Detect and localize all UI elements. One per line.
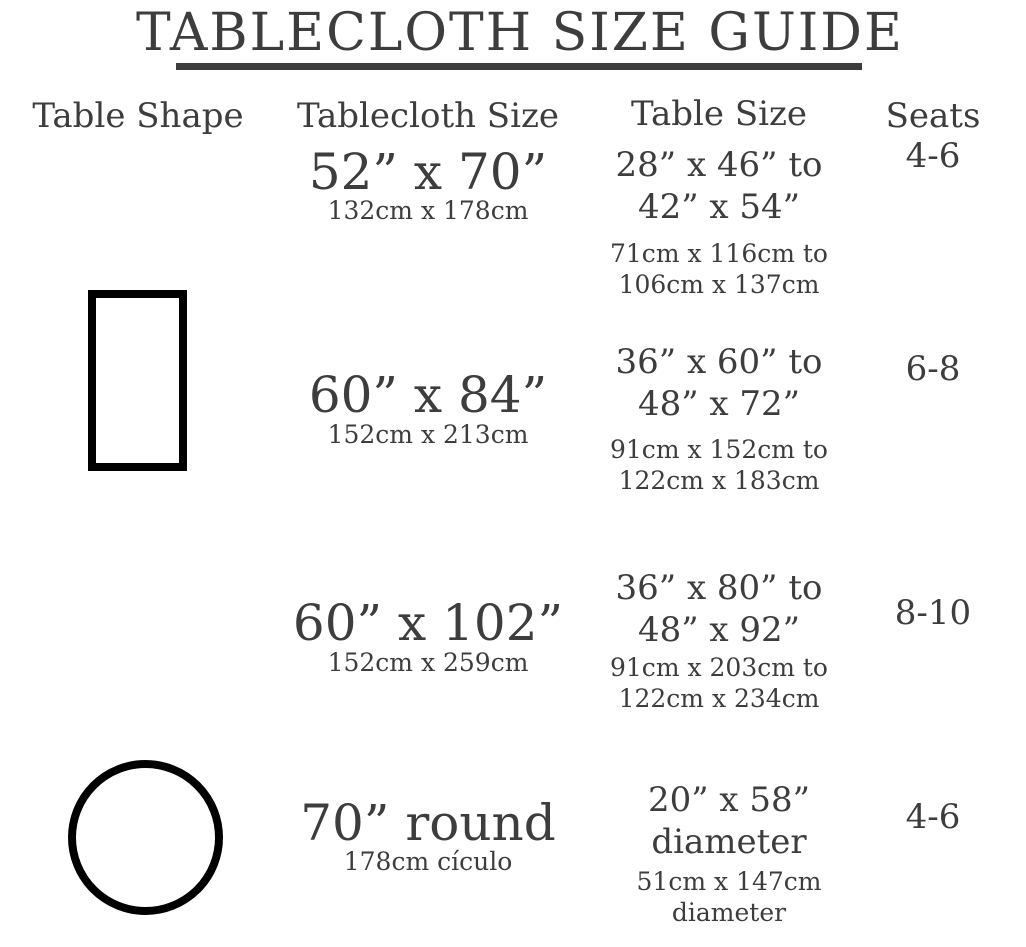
row3-tablecloth-size: 60” x 102” xyxy=(292,594,564,652)
row2-table-metric-line1: 91cm x 152cm to xyxy=(610,435,828,464)
row4-table-size-line1: 20” x 58” xyxy=(647,780,811,820)
header-tablecloth-size: Tablecloth Size xyxy=(296,96,560,136)
round-table-icon xyxy=(68,760,223,915)
row1-tablecloth-metric: 132cm x 178cm xyxy=(327,196,529,225)
row3-table-metric-line1: 91cm x 203cm to xyxy=(610,653,828,682)
row1-tablecloth-size: 52” x 70” xyxy=(308,143,548,201)
title-underline xyxy=(176,63,862,70)
row4-table-metric-line1: 51cm x 147cm xyxy=(636,867,822,896)
row1-table-metric-line2: 106cm x 137cm xyxy=(618,270,820,299)
page-title: TABLECLOTH SIZE GUIDE xyxy=(136,3,904,63)
row4-table-metric-line2: diameter xyxy=(671,898,787,927)
header-seats: Seats xyxy=(885,96,981,136)
row2-table-size-line2: 48” x 72” xyxy=(637,384,801,424)
row3-seats: 8-10 xyxy=(894,593,972,633)
row3-tablecloth-metric: 152cm x 259cm xyxy=(327,648,529,677)
row4-table-size-line2: diameter xyxy=(651,822,807,862)
header-table-size: Table Size xyxy=(630,94,808,134)
row2-tablecloth-metric: 152cm x 213cm xyxy=(327,420,529,449)
row4-seats: 4-6 xyxy=(905,797,961,837)
row2-table-metric-line2: 122cm x 183cm xyxy=(618,466,820,495)
row2-table-size-line1: 36” x 60” to xyxy=(615,342,823,382)
row1-seats: 4-6 xyxy=(905,136,961,176)
row1-table-size-line2: 42” x 54” xyxy=(637,187,801,227)
row4-tablecloth-metric: 178cm cículo xyxy=(343,847,513,876)
row3-table-metric-line2: 122cm x 234cm xyxy=(618,684,820,713)
row2-tablecloth-size: 60” x 84” xyxy=(308,366,548,424)
row2-seats: 6-8 xyxy=(905,349,961,389)
row1-table-metric-line1: 71cm x 116cm to xyxy=(610,239,828,268)
rectangle-table-icon xyxy=(88,290,187,471)
row3-table-size-line2: 48” x 92” xyxy=(637,610,801,650)
row3-table-size-line1: 36” x 80” to xyxy=(615,568,823,608)
row4-tablecloth-size: 70” round xyxy=(300,794,556,852)
row1-table-size-line1: 28” x 46” to xyxy=(615,145,823,185)
header-table-shape: Table Shape xyxy=(32,96,244,136)
